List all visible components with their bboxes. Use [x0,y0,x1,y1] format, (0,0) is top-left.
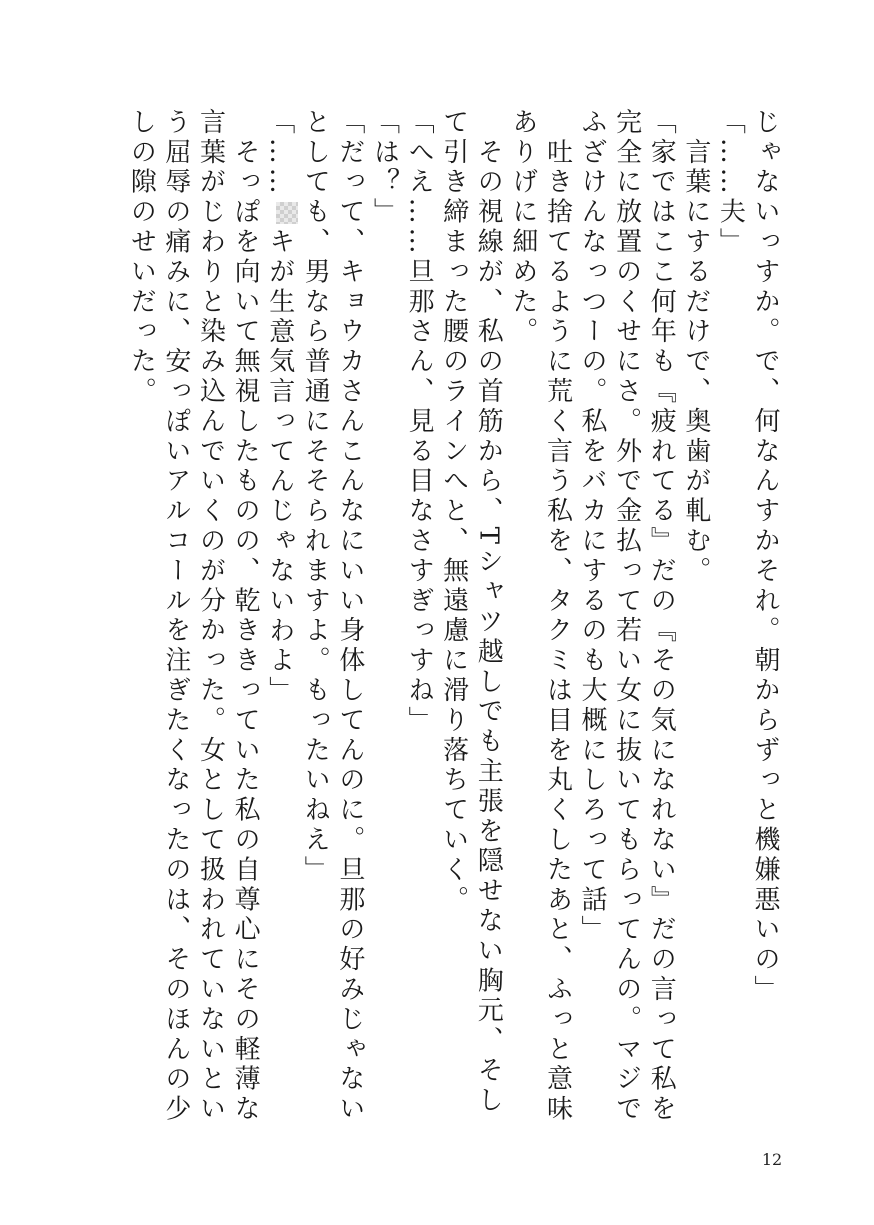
text-line: て引き締まった腰のラインへと、無遠慮に滑り落ちていく。 [438,108,469,916]
text-line: 言葉にするだけで、奥歯が軋む。 [680,108,711,587]
text-fragment: 「…… [264,108,295,198]
mosaic-censor-block [276,202,298,224]
text-line: 「は？」 [369,108,400,228]
text-line: 「……夫」 [715,108,746,258]
text-line: 完全に放置のくせにさ。外で金払って若い女に抜いてもらってんの。マジで [611,108,642,1125]
text-line: じゃないっすか。で、何なんすかそれ。朝からずっと機嫌悪いの」 [750,108,780,1005]
text-line: 「へえ……旦那さん、見る目なさすぎっすね」 [404,108,435,736]
page-number: 12 [761,1150,783,1169]
text-line: としても、男なら普通にそそられますよ。もったいねえ」 [300,108,331,886]
text-line: 言葉がじわりと染み込んでいくのが分かった。女として扱われていないとい [195,108,226,1125]
text-fragment: キが生意気言ってんじゃないわよ」 [264,227,295,707]
text-line: そっぽを向いて無視したものの、乾ききっていた私の自尊心にその軽薄な [230,108,261,1125]
text-line: 「だって、キョウカさんこんなにいい身体してんのに。旦那の好みじゃない [334,108,365,1125]
text-line: ありげに細めた。 [507,108,538,348]
text-line: 「家ではここ何年も『疲れてる』だの『その気になれない』だの言って私を [646,108,677,1125]
text-line: う屈辱の痛みに、安っぽいアルコールを注ぎたくなったのは、そのほんの少 [160,108,191,1125]
text-line: 吐き捨てるように荒く言う私を、タクミは目を丸くしたあと、ふっと意味 [542,108,573,1125]
text-line: その視線が、私の首筋から、Tシャツ越しでも主張を隠せない胸元、そし [473,108,504,1116]
text-line: ふざけんなっつーの。私をバカにするのも大概にしろって話」 [577,108,608,946]
text-line-censored [262,108,298,1048]
text-line: しの隙のせいだった。 [126,108,157,407]
vertical-text-body [124,108,782,1125]
